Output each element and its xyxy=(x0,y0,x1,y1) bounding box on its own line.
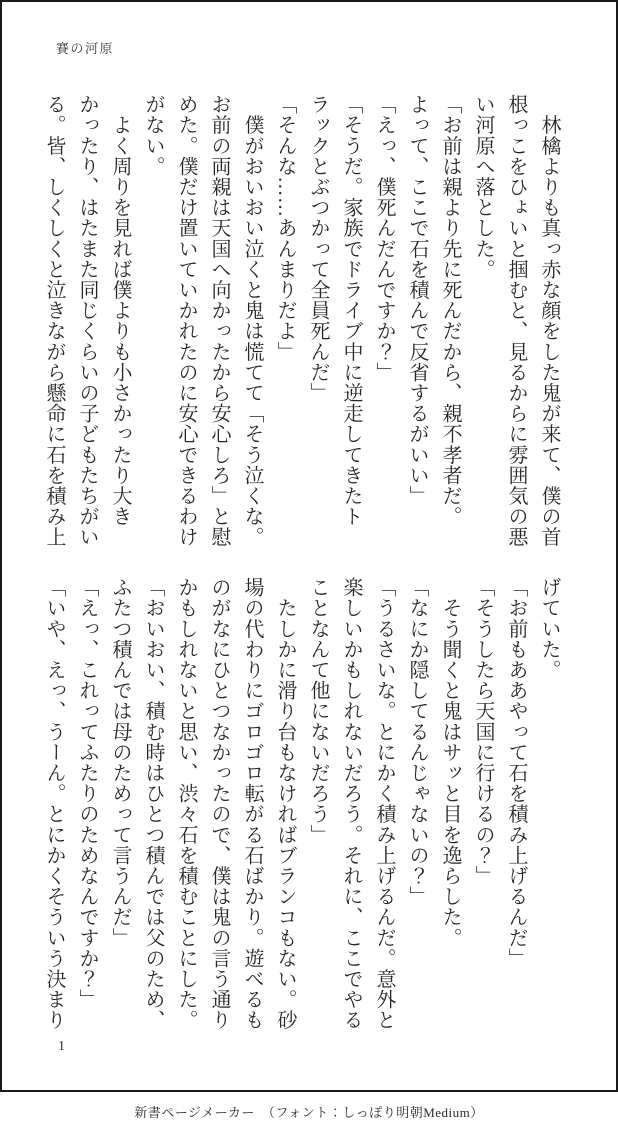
vertical-text-block-top: 林檎よりも真っ赤な顔をした鬼が来て、僕の首 根っこをひょいと掴むと、見るからに雰囲気の悪 い河原へ落とした。 「お前は親より先に死んだから、親不孝者だ。 よって、ここで石を積んで反省するがいい」 「えっ、僕死んだんですか？」 「そうだ。家族でドライブ中に逆走してきたト ラックとぶつかって全員死んだ」 「そんな……あんまりだよ」 僕がおいおい泣くと鬼は慌てて「そう泣くな。 お前の両親は天国へ向かったから安心しろ」と慰 めた。僕だけ置いていかれたのに安心できるわけ がない。 よく周りを見れば僕よりも小さかったり大き かったり、はたまた同じくらいの子どもたちがい る。皆、しくしくと泣きながら懸命に石を積み上 xyxy=(43,94,560,548)
footer-credit: 新書ページメーカー （フォント：しっぽり明朝Medium） xyxy=(134,1105,484,1120)
running-header-title: 賽の河原 xyxy=(56,41,115,56)
vertical-text-block-bottom: げていた。 「お前もああやって石を積み上げるんだ」 「そうしたら天国に行けるの？」 そう聞くと鬼はサッと目を逸らした。 「なにか隠してるんじゃないの？」 「うるさいな。とにかく積み上げるんだ。意外と 楽しいかもしれないだろう。それに、ここでやる ことなんて他にないだろう」 たしかに滑り台もなければブランコもない。砂 場の代わりにゴロゴロ転がる石ばかり。遊べるも のがなにひとつなかったので、僕は鬼の言う通り かもしれないと思い、渋々石を積むことにした。 「おいおい、積む時はひとつ積んでは父のため、 ふたつ積んでは母のためって言うんだ」 「えっ、これってふたりのためなんですか？」 「いや、えっ、うーん。とにかくそういう決まり xyxy=(43,577,560,1031)
page-number: 1 xyxy=(58,1039,65,1054)
